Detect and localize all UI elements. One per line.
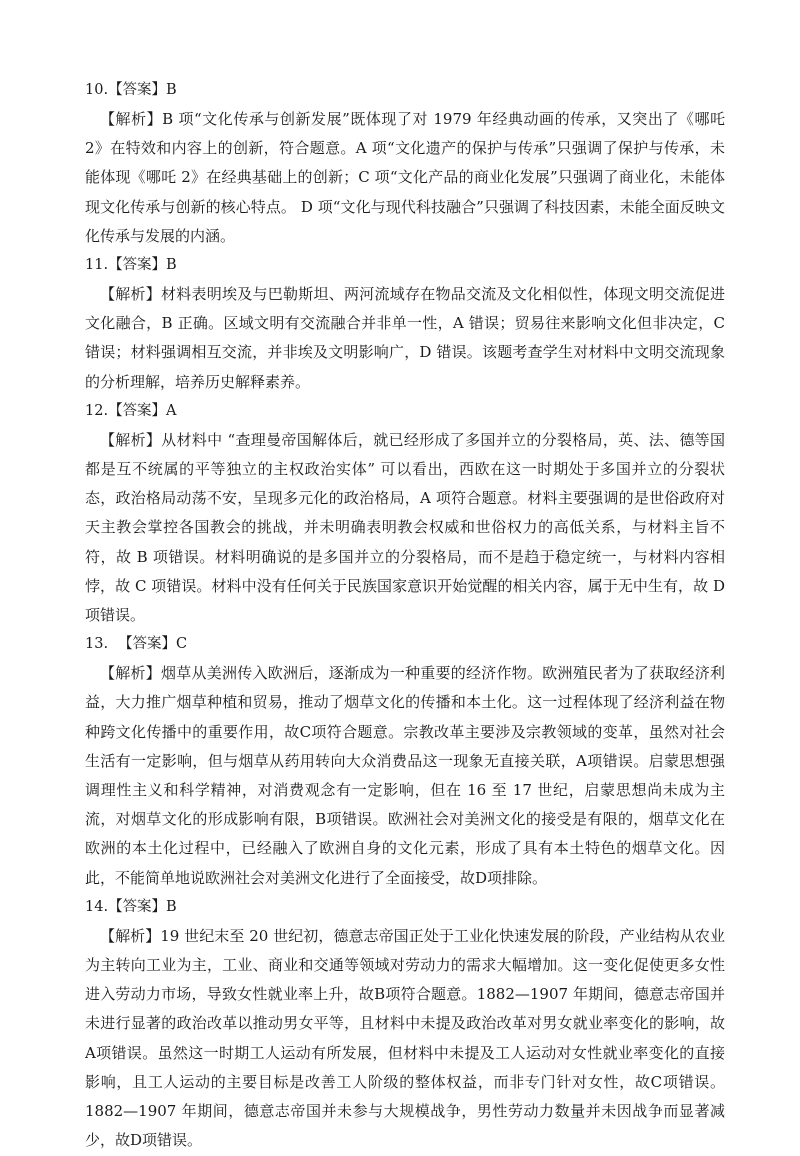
analysis-tag: 【解析】 <box>100 664 161 683</box>
answer-line <box>85 76 725 105</box>
question-11 <box>85 251 725 397</box>
answer-label: 【答案】A <box>108 402 177 419</box>
question-14 <box>85 893 725 1156</box>
analysis-paragraph <box>85 280 725 397</box>
analysis-text: 19 世纪末至 20 世纪初，德意志帝国正处于工业化快速发展的阶段，产业结构从农业为主转向工业为主，工业、商业和交通等领域对劳动力的需求大幅增加。这一变化促使更多女性进入劳动力市场，导致女性就业率上升，故B项符合题意。1882—1907 年期间，德意志帝国并未进行显著的政治改革以推动男女平等，且材料中未提及政治改革对男女就业率变化的影响，故A项错误。虽然这一时期工人运动有所发展，但材料中未提及工人运动对女性就业率变化的直接影响，且工人运动的主要目标是改善工人阶级的整体权益，而非专门针对女性，故C项错误。1882—1907 年期间，德意志帝国并未参与大规模战争，男性劳动力数量并未因战争而显著减少，故D项错误。 <box>85 926 725 1150</box>
analysis-paragraph <box>85 105 725 251</box>
answer-line <box>85 630 725 659</box>
analysis-tag: 【解析】 <box>100 285 161 304</box>
answer-label: 【答案】B <box>108 898 177 915</box>
question-number: 10. <box>85 82 109 98</box>
question-number: 11. <box>85 257 109 274</box>
analysis-tag: 【解析】 <box>100 110 163 128</box>
analysis-paragraph <box>85 659 725 893</box>
analysis-tag: 【解析】 <box>100 430 162 449</box>
analysis-text: 材料表明埃及与巴勒斯坦、两河流域存在物品交流及文化相似性，体现文明交流促进文化融合，B 正确。区域文明有交流融合并非单一性，A 错误；贸易往来影响文化但非决定，C 错误；材料强调相互交流，并非埃及文明影响广，D 错误。该题考查学生对材料中文明交流现象的分析理解，培养历史解释素养。 <box>85 285 725 391</box>
answer-label: 【答案】C <box>118 636 188 653</box>
analysis-text: 从材料中 “查理曼帝国解体后，就已经形成了多国并立的分裂格局，英、法、德等国都是互不统属的平等独立的主权政治实体” 可以看出，西欧在这一时期处于多国并立的分裂状态，政治格局动荡不安，呈现多元化的政治格局，A 项符合题意。材料主要强调的是世俗政府对天主教会掌控各国教会的挑战，并未明确表明教会权威和世俗权力的高低关系，与材料主旨不符，故 B 项错误。材料明确说的是多国并立的分裂格局，而不是趋于稳定统一，与材料内容相悖，故 C 项错误。材料中没有任何关于民族国家意识开始觉醒的相关内容，属于无中生有，故 D 项错误。 <box>85 430 725 625</box>
question-number: 13. <box>85 636 109 653</box>
answer-line <box>85 893 725 922</box>
analysis-tag: 【解析】 <box>100 926 161 945</box>
question-number: 14. <box>85 898 109 915</box>
answer-label: 【答案】B <box>108 82 177 98</box>
answer-line <box>85 397 725 426</box>
question-13 <box>85 630 725 893</box>
answer-sheet <box>85 76 725 1156</box>
analysis-text: B 项“文化传承与创新发展”既体现了对 1979 年经典动画的传承，又突出了《哪吒 2》在特效和内容上的创新，符合题意。A 项“文化遗产的保护与传承”只强调了保护与传承，未能体现《哪吒 2》在经典基础上的创新；C 项“文化产品的商业化发展”只强调了商业化，未能体现文化传承与创新的核心特点。 D 项“文化与现代科技融合”只强调了科技因素，未能全面反映文化传承与发展的内涵。 <box>85 110 725 245</box>
answer-line <box>85 251 725 280</box>
question-number: 12. <box>85 402 109 419</box>
analysis-text: 烟草从美洲传入欧洲后，逐渐成为一种重要的经济作物。欧洲殖民者为了获取经济利益，大力推广烟草种植和贸易，推动了烟草文化的传播和本土化。这一过程体现了经济利益在物种跨文化传播中的重要作用，故C项符合题意。宗教改革主要涉及宗教领域的变革，虽然对社会生活有一定影响，但与烟草从药用转向大众消费品这一现象无直接关联，A项错误。启蒙思想强调理性主义和科学精神，对消费观念有一定影响，但在 16 至 17 世纪，启蒙思想尚未成为主流，对烟草文化的形成影响有限，B项错误。欧洲社会对美洲文化的接受是有限的，烟草文化在欧洲的本土化过程中，已经融入了欧洲自身的文化元素，形成了具有本土特色的烟草文化。因此，不能简单地说欧洲社会对美洲文化进行了全面接受，故D项排除。 <box>85 664 725 887</box>
question-10 <box>85 76 725 251</box>
analysis-paragraph <box>85 426 725 630</box>
question-12 <box>85 397 725 630</box>
answer-label: 【答案】B <box>108 257 177 274</box>
analysis-paragraph <box>85 922 725 1156</box>
